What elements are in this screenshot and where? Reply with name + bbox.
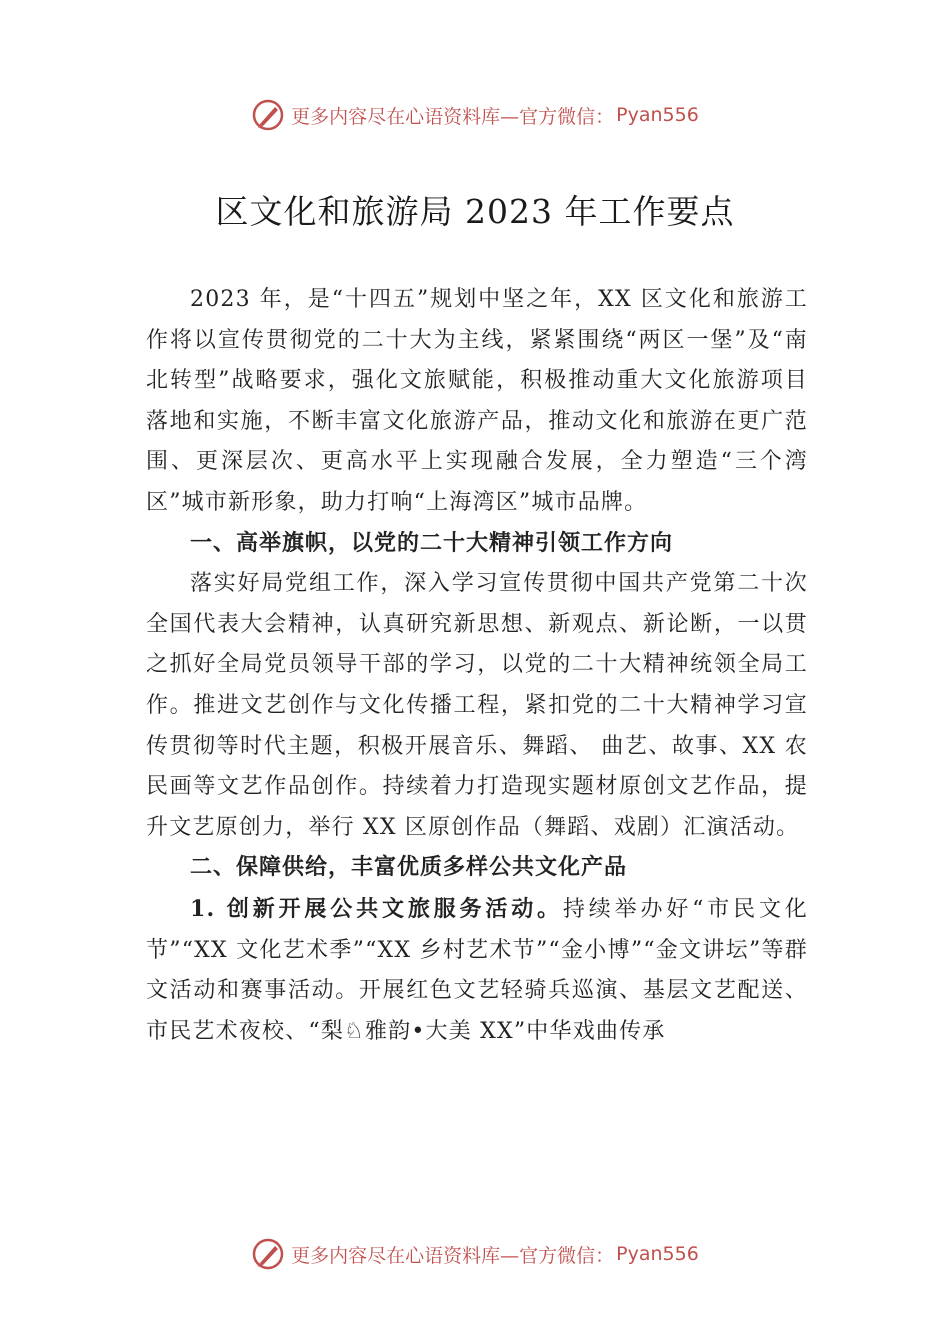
section-1-heading: 一、高举旗帜，以党的二十大精神引领工作方向 xyxy=(190,530,674,556)
banner-text: 更多内容尽在心语资料库—官方微信： xyxy=(291,105,615,128)
document-title: 区文化和旅游局 2023 年工作要点 xyxy=(215,192,735,231)
pen-logo-icon xyxy=(251,1237,285,1271)
section-2-heading: 二、保障供给，丰富优质多样公共文化产品 xyxy=(190,855,628,881)
item-1-paragraph xyxy=(146,889,808,1052)
watermark-banner-bottom xyxy=(0,1234,950,1274)
intro-paragraph: 2023 年，是“十四五”规划中坚之年，XX 区文化和旅游工作将以宣传贯彻党的二十大为主线，紧紧围绕“两区一堡”及“南北转型”战略要求，强化文旅赋能，积极推动重大文化旅游项目落地和实施，不断丰富文化旅游产品，推动文化和旅游在更广范围、更深层次、更高水平上实现融合发展，全力塑造“三个湾区”城市新形象，助力打响“上海湾区”城市品牌。 xyxy=(146,287,808,515)
document-body xyxy=(146,280,808,1052)
pen-logo-icon xyxy=(251,98,285,132)
watermark-banner-top xyxy=(0,95,950,135)
banner-wechat-id: Pyan556 xyxy=(616,104,699,126)
banner-text: 更多内容尽在心语资料库—官方微信： xyxy=(291,1244,615,1267)
section-1-paragraph: 落实好局党组工作，深入学习宣传贯彻中国共产党第二十次全国代表大会精神，认真研究新思想、新观点、新论断，一以贯之抓好全局党员领导干部的学习，以党的二十大精神统领全局工作。推进文艺创作与文化传播工程，紧扣党的二十大精神学习宣传贯彻等时代主题，积极开展音乐、舞蹈、 曲艺、故事、XX 农民画等文艺作品创作。持续着力打造现实题材原创文艺作品，提升文艺原创力，举行 XX 区原创作品（舞蹈、戏剧）汇演活动。 xyxy=(146,571,808,840)
item-1-lead: 1. 创新开展公共文旅服务活动。 xyxy=(190,895,563,922)
item-1-text: 持续举办好“市民文化节”“XX 文化艺术季”“XX 乡村艺术节”“金小博”“金文讲坛”等群文活动和赛事活动。开展红色文艺轻骑兵巡演、基层文艺配送、市民艺术夜校、“梨♘雅韵•大美 XX”中华戏曲传承 xyxy=(146,896,809,1044)
banner-wechat-id: Pyan556 xyxy=(616,1243,699,1265)
